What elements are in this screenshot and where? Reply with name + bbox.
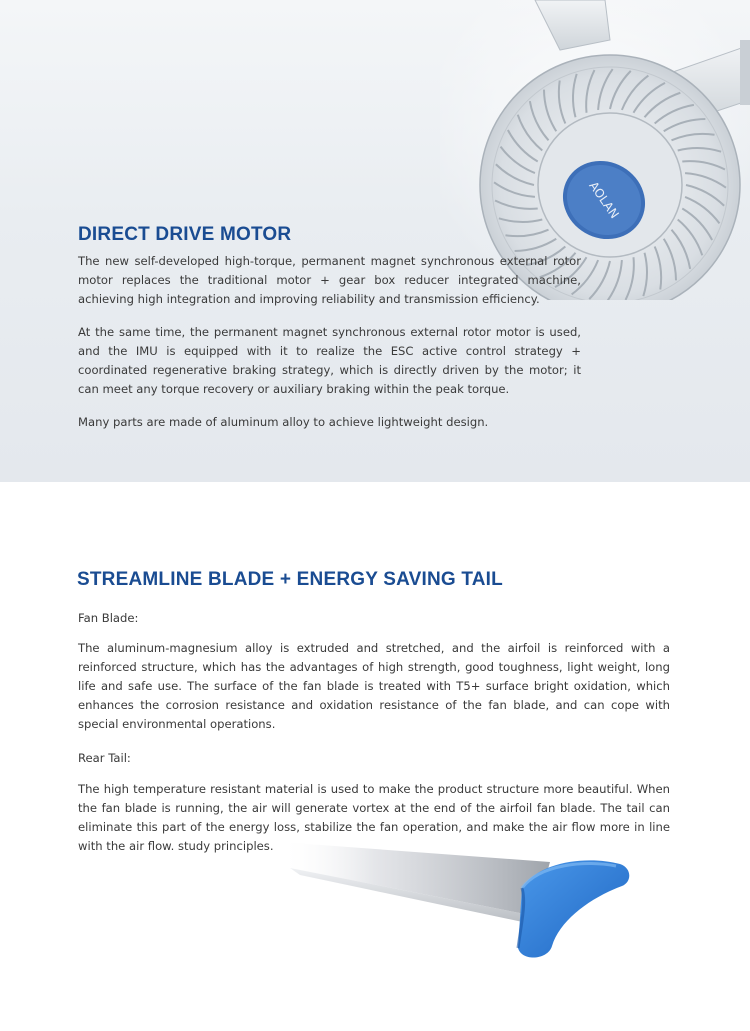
motor-section: [0, 0, 750, 482]
motor-logo-text: AOLAN: [586, 178, 622, 222]
rear-tail-heading: Rear Tail:: [78, 751, 131, 765]
blade-section-title: STREAMLINE BLADE + ENERGY SAVING TAIL: [77, 569, 503, 590]
motor-paragraph-1: The new self-developed high-torque, permanent magnet synchronous external rotor motor replaces the traditional motor + gear box reducer integrated machine, achieving high integration and improving reliability and transmission efficiency.: [78, 254, 581, 306]
motor-paragraph-2: At the same time, the permanent magnet synchronous external rotor motor is used, and the IMU is equipped with it to realize the ESC active control strategy + coordinated regenerative braking strategy, which is directly driven by the motor; it can meet any torque recovery or auxiliary braking within the peak torque.: [78, 325, 581, 396]
rear-tail-paragraph: The high temperature resistant material is used to make the product structure more beautiful. When the fan blade is running, the air will generate vortex at the end of the airfoil fan blade. The tail can eliminate this part of the energy loss, stabilize the fan operation, and make the air flow more in line with the air flow. study principles.: [78, 782, 670, 853]
motor-section-title: DIRECT DRIVE MOTOR: [78, 224, 292, 245]
fan-blade-heading: Fan Blade:: [78, 611, 139, 625]
fan-blade-paragraph: The aluminum-magnesium alloy is extruded and stretched, and the airfoil is reinforced with a reinforced structure, which has the advantages of high strength, good toughness, light weight, long life and safe use. The surface of the fan blade is treated with T5+ surface bright oxidation, which enhances the corrosion resistance and oxidation resistance of the fan blade, and can cope with special environmental operations.: [78, 641, 670, 731]
fan-blade-tail-image: [260, 820, 660, 970]
motor-paragraph-3: Many parts are made of aluminum alloy to achieve lightweight design.: [78, 415, 489, 429]
